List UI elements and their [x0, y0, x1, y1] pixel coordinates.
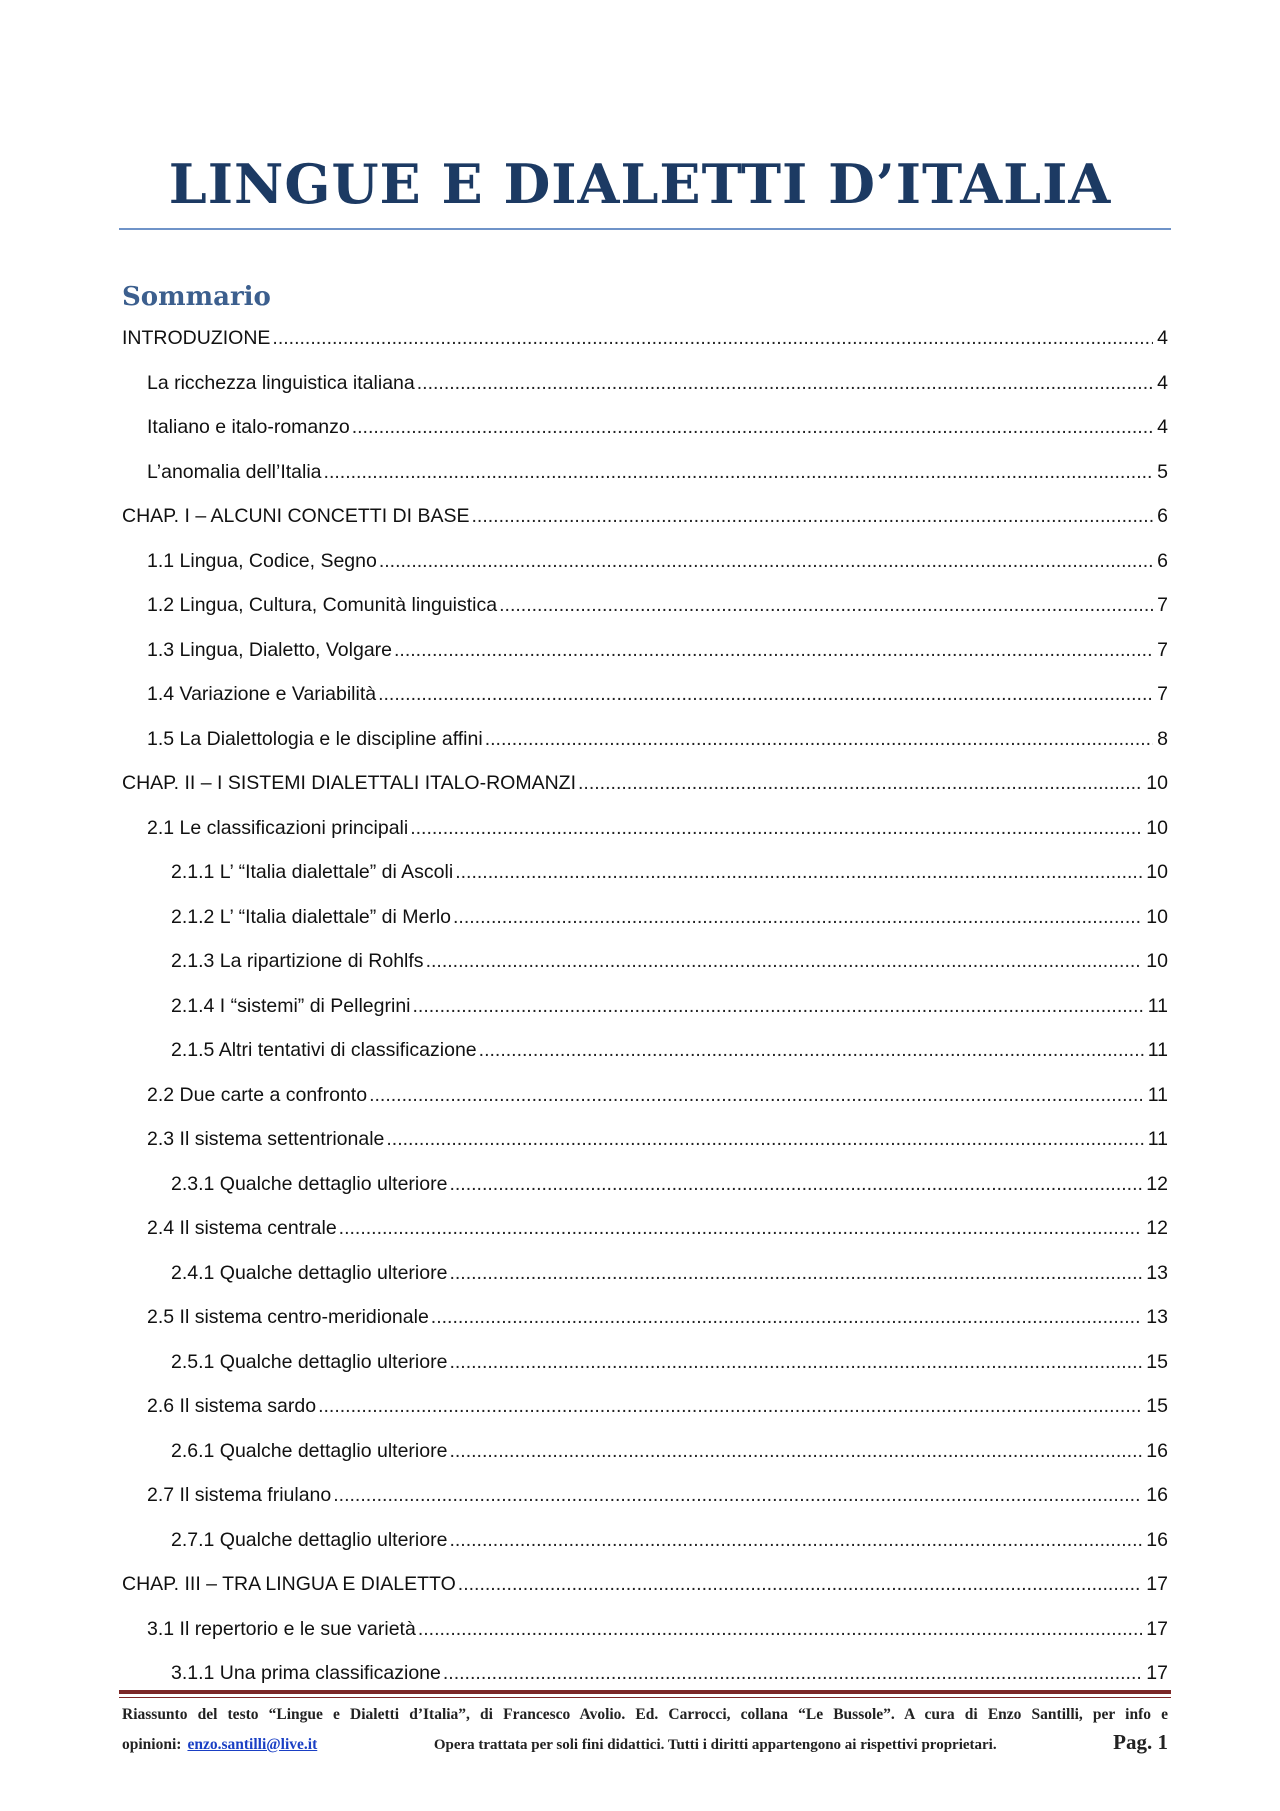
toc-dot-leader — [479, 1033, 1144, 1067]
toc-entry-label: 2.7 Il sistema friulano — [147, 1484, 332, 1506]
toc-entry-page: 16 — [1146, 1439, 1168, 1462]
toc-entry[interactable] — [122, 499, 1168, 544]
page-footer — [122, 1702, 1168, 1759]
toc-entry-page: 15 — [1146, 1395, 1168, 1417]
toc-entry-label: 2.4 Il sistema centrale — [147, 1217, 337, 1239]
toc-entry-label: 2.1 Le classificazioni principali — [147, 816, 409, 839]
toc-entry[interactable] — [122, 366, 1168, 411]
toc-entry-label: 3.1.1 Una prima classificazione — [171, 1662, 441, 1684]
toc-entry-page: 5 — [1157, 460, 1168, 483]
toc-entry-page: 6 — [1157, 505, 1168, 527]
toc-entry[interactable] — [122, 1434, 1168, 1479]
toc-entry-label: 2.5 Il sistema centro-meridionale — [147, 1306, 429, 1328]
toc-dot-leader — [417, 366, 1153, 400]
toc-entry-label: 1.5 La Dialettologia e le discipline affini — [147, 727, 483, 750]
toc-entry[interactable] — [122, 989, 1168, 1034]
toc-entry-label: 2.3.1 Qualche dettaglio ulteriore — [171, 1172, 448, 1195]
toc-entry[interactable] — [122, 1523, 1168, 1568]
toc-entry-label: 2.5.1 Qualche dettaglio ulteriore — [171, 1350, 448, 1373]
toc-dot-leader — [449, 1523, 1142, 1557]
toc-entry-page: 10 — [1146, 861, 1168, 883]
toc-dot-leader — [418, 1612, 1142, 1646]
toc-entry-label: 2.1.5 Altri tentativi di classificazione — [171, 1039, 477, 1061]
toc-dot-leader — [449, 1345, 1142, 1379]
toc-dot-leader — [485, 722, 1153, 756]
toc-dot-leader — [426, 944, 1143, 978]
toc-entry-label: CHAP. II – I SISTEMI DIALETTALI ITALO-ROMANZI — [122, 772, 577, 794]
toc-dot-leader — [449, 1434, 1142, 1468]
toc-entry-label: 1.4 Variazione e Variabilità — [147, 683, 377, 705]
toc-entry-label: 2.6.1 Qualche dettaglio ulteriore — [171, 1439, 448, 1462]
footer-summary-text: Riassunto del testo “Lingue e Dialetti d’Italia”, di Francesco Avolio. Ed. Carrocci, collana “Le Bussole”. A cura di Enzo Santilli, per info e — [122, 1706, 1168, 1723]
toc-entry-label: 2.1.2 L’ “Italia dialettale” di Merlo — [171, 905, 452, 928]
toc-entry[interactable] — [122, 677, 1168, 722]
toc-entry-label: 1.1 Lingua, Codice, Segno — [147, 549, 377, 572]
toc-entry[interactable] — [122, 544, 1168, 589]
toc-entry-page: 7 — [1157, 683, 1168, 705]
toc-entry-page: 10 — [1146, 772, 1168, 794]
toc-entry-page: 12 — [1146, 1217, 1168, 1239]
toc-dot-leader — [455, 855, 1142, 889]
footer-rights-note: Opera trattata per soli fini didattici. Tutti i diritti appartengono ai rispettivi proprietari. — [433, 1737, 997, 1753]
toc-entry[interactable] — [122, 1122, 1168, 1167]
toc-entry-page: 17 — [1146, 1617, 1168, 1640]
toc-entry-page: 15 — [1146, 1350, 1168, 1373]
footer-divider-thin — [119, 1697, 1171, 1698]
toc-entry[interactable] — [122, 633, 1168, 678]
toc-entry-page: 4 — [1157, 371, 1168, 394]
toc-entry-label: 2.4.1 Qualche dettaglio ulteriore — [171, 1261, 448, 1284]
toc-dot-leader — [499, 588, 1153, 622]
toc-entry[interactable] — [122, 1211, 1168, 1256]
toc-entry-label: 1.2 Lingua, Cultura, Comunità linguistica — [147, 594, 498, 616]
toc-entry-label: 1.3 Lingua, Dialetto, Volgare — [147, 638, 393, 661]
toc-dot-leader — [453, 900, 1142, 934]
toc-entry-page: 17 — [1146, 1573, 1168, 1595]
toc-entry-page: 4 — [1157, 416, 1168, 438]
toc-dot-leader — [578, 766, 1142, 800]
toc-entry[interactable] — [122, 1389, 1168, 1434]
toc-entry[interactable] — [122, 1478, 1168, 1523]
toc-entry-label: 2.6 Il sistema sardo — [147, 1395, 317, 1417]
toc-entry-label: 2.1.4 I “sistemi” di Pellegrini — [171, 994, 411, 1017]
toc-dot-leader — [333, 1478, 1142, 1512]
toc-dot-leader — [369, 1078, 1144, 1112]
toc-entry[interactable] — [122, 722, 1168, 767]
toc-entry-label: 2.2 Due carte a confronto — [147, 1083, 368, 1106]
toc-dot-leader — [339, 1211, 1143, 1245]
toc-dot-leader — [394, 633, 1153, 667]
toc-entry[interactable] — [122, 1345, 1168, 1390]
toc-dot-leader — [410, 811, 1142, 845]
toc-entry-page: 7 — [1157, 638, 1168, 661]
toc-dot-leader — [449, 1167, 1142, 1201]
toc-dot-leader — [324, 455, 1154, 489]
toc-entry-page: 11 — [1147, 1128, 1168, 1150]
toc-entry-page: 16 — [1146, 1484, 1168, 1506]
toc-entry-page: 10 — [1146, 905, 1168, 928]
toc-entry-page: 4 — [1157, 327, 1168, 349]
toc-dot-leader — [379, 544, 1153, 578]
toc-heading: Sommario — [122, 282, 271, 312]
toc-dot-leader — [443, 1656, 1142, 1690]
toc-dot-leader — [378, 677, 1153, 711]
toc-entry-page: 10 — [1146, 950, 1168, 972]
page-number: Pag. 1 — [1113, 1730, 1168, 1754]
document-title: LINGUE E DIALETTI D’ITALIA — [168, 152, 1112, 216]
toc-dot-leader — [318, 1389, 1142, 1423]
toc-entry-label: CHAP. III – TRA LINGUA E DIALETTO — [122, 1573, 456, 1595]
toc-entry-page: 10 — [1146, 816, 1168, 839]
toc-dot-leader — [458, 1567, 1143, 1601]
toc-entry-page: 11 — [1147, 1083, 1168, 1106]
toc-entry[interactable] — [122, 855, 1168, 900]
toc-dot-leader — [431, 1300, 1143, 1334]
toc-entry[interactable] — [122, 1300, 1168, 1345]
toc-entry[interactable] — [122, 1567, 1168, 1612]
toc-dot-leader — [449, 1256, 1142, 1290]
footer-email-link[interactable]: enzo.santilli@live.it — [187, 1736, 318, 1753]
toc-entry-page: 11 — [1147, 994, 1168, 1017]
toc-entry-page: 13 — [1146, 1306, 1168, 1328]
toc-entry[interactable] — [122, 900, 1168, 945]
toc-entry[interactable] — [122, 1167, 1168, 1212]
toc-entry-label: INTRODUZIONE — [122, 327, 271, 349]
table-of-contents — [122, 321, 1168, 1701]
toc-entry-label: 3.1 Il repertorio e le sue varietà — [147, 1617, 416, 1640]
toc-entry-label: La ricchezza linguistica italiana — [147, 371, 415, 394]
toc-entry-label: CHAP. I – ALCUNI CONCETTI DI BASE — [122, 505, 470, 527]
toc-entry[interactable] — [122, 321, 1168, 366]
toc-entry[interactable] — [122, 766, 1168, 811]
toc-entry[interactable] — [122, 1078, 1168, 1123]
toc-entry-label: 2.7.1 Qualche dettaglio ulteriore — [171, 1528, 448, 1551]
toc-entry-label: 2.1.1 L’ “Italia dialettale” di Ascoli — [171, 861, 454, 883]
toc-entry-page: 6 — [1157, 549, 1168, 572]
toc-entry[interactable] — [122, 944, 1168, 989]
toc-entry[interactable] — [122, 1256, 1168, 1301]
toc-entry-page: 16 — [1146, 1528, 1168, 1551]
toc-dot-leader — [386, 1122, 1143, 1156]
toc-dot-leader — [352, 410, 1153, 444]
toc-dot-leader — [413, 989, 1144, 1023]
toc-entry-label: 2.1.3 La ripartizione di Rohlfs — [171, 950, 424, 972]
toc-entry[interactable] — [122, 410, 1168, 455]
toc-dot-leader — [471, 499, 1153, 533]
toc-entry-page: 17 — [1146, 1662, 1168, 1684]
toc-entry-page: 11 — [1147, 1039, 1168, 1061]
title-divider — [119, 228, 1171, 230]
toc-entry-page: 12 — [1146, 1172, 1168, 1195]
toc-entry-label: 2.3 Il sistema settentrionale — [147, 1128, 385, 1150]
toc-entry-label: Italiano e italo-romanzo — [147, 416, 350, 438]
toc-entry-page: 8 — [1157, 727, 1168, 750]
toc-entry[interactable] — [122, 811, 1168, 856]
toc-entry-label: L’anomalia dell’Italia — [147, 460, 322, 483]
footer-divider — [119, 1690, 1171, 1694]
toc-entry[interactable] — [122, 1033, 1168, 1078]
toc-entry-page: 13 — [1146, 1261, 1168, 1284]
toc-entry[interactable] — [122, 455, 1168, 500]
toc-entry-page: 7 — [1157, 594, 1168, 616]
toc-dot-leader — [272, 321, 1153, 355]
toc-entry[interactable] — [122, 1612, 1168, 1657]
footer-opinions-label: opinioni: — [122, 1736, 182, 1753]
toc-entry[interactable] — [122, 588, 1168, 633]
